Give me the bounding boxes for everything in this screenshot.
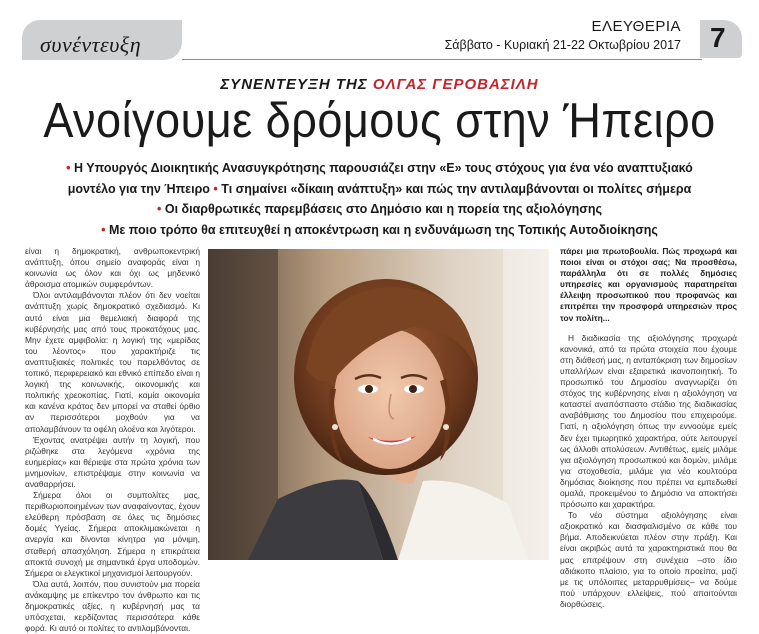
- header-rule: [182, 59, 702, 60]
- paragraph: Έχοντας ανατρέψει αυτήν τη λογική, που ριζώθηκε στα λεγόμενα «χρόνια της ευημερίας» και θέριεψε στα πρώτα χρόνια των μνημονίων, επιστρέψαμε στην κοινωνία να αναθαρρήσει.: [25, 434, 200, 489]
- newspaper-name: ΕΛΕΥΘΕΡΙΑ: [591, 18, 681, 35]
- kicker-name: ΟΛΓΑΣ ΓΕΡΟΒΑΣΙΛΗ: [372, 76, 539, 93]
- headline: Ανοίγουμε δρόμους στην Ήπειρο: [43, 94, 716, 148]
- paragraph: Η διαδικασία της αξιολόγησης προχωρά κανονικά, από τα πρώτα στοιχεία που έχουμε στη διάθεσή μας, η ανταπόκριση των δημοσίων υπαλλήλων είναι εξαιρετικά ικανοποιητική. Το προσωπικό του Δημοσίου αναγνωρίζει ότι στόχος της κυβέρνησης είναι η αξιολόγηση να καταστεί αναπόσπαστο στάδιο της διαδικασίας αναβάθμισης του Δημοσίου που επιχειρούμε. Γιατί, η αξιολόγηση όπως την εννοούμε εμείς δεν έχει τιμωρητικό χαρακτήρα, ούτε λειτουργεί ως άλλοθι απολύσεων. Αντιθέτως, εμείς μιλάμε για αξιολόγηση προσωπικού και δομών, μιλάμε για στοχοθεσία, μιλάμε για νέο κουλτούρα δημόσιας διοίκησης που πρέπει να εμπεδωθεί ομαλά, προκειμένου το Δημόσιο να αποκτήσει πρόσωπο και χαρακτήρα.: [560, 332, 737, 510]
- question-paragraph: πάρει μια πρωτοβουλία. Πώς προχωρά και ποιοι είναι οι στόχοι σας; Να προσθέσω, παράλληλα ότι σε πολλές δημόσιες υπηρεσίες και οργανισμούς παρατηρείται έλλειψη προσωπικού που προφανώς και επιτρέπει την προσφορά υπηρεσιών προς τον πολίτη...: [560, 246, 737, 323]
- issue-date: Σάββατο - Κυριακή 21-22 Οκτωβρίου 2017: [444, 38, 681, 52]
- subhead-line: • Οι διαρθρωτικές παρεμβάσεις στο Δημόσιο και η πορεία της αξιολόγησης: [157, 202, 602, 216]
- page-number-box: [700, 20, 742, 58]
- bullet: •: [66, 161, 71, 175]
- paragraph: Όλοι αντιλαμβάνονται πλέον ότι δεν νοείται ανάπτυξη χωρίς δημοκρατικό σχεδιασμό. Κι αυτό είναι μια θεμελιακή διαφορά της κυβέρνησής μας από τους προκατόχους μας. Μην έχετε αμφιβολία: η λογική της «μερίδας του λέοντος» που χαρακτήριζε τις αναπτυξιακές πολιτικές του παρελθόντος σε τοπικό, περιφερειακό και εθνικό επίπεδο είναι η λογική της κοινωνικής, οικονομικής και πολιτικής χρεοκοπίας. Γιατί, καμία οικονομία και κανένα κράτος δεν μπορεί να σταθεί όρθιο αν περισσότεροι μοχθούν για να απολαμβάνουν τα οφέλη ολοένα και λιγότεροι.: [25, 290, 200, 434]
- paragraph: είναι η δημοκρατική, ανθρωποκεντρική ανάπτυξη, όπου σημείο αναφοράς είναι η κοινωνία ως όλον και όχι ως μηδενικό άθροισμα ατομικών συμφερόντων.: [25, 246, 200, 290]
- page-number: 7: [710, 22, 726, 53]
- paragraph: Σήμερα όλοι οι συμπολίτες μας, περιθωριοποιημένων των αναφαίνοντας, έχουν ελεύθερη πρόσβαση σε όλες τις δημόσιες δομές Υγείας. Σήμερα αποκλιμακώνεται η ανεργία και δίνονται κίνητρα για μόνιμη, σταθερή απασχόληση. Σήμερα η επικράτεια αποκτά συνοχή με σημαντικά έργα υποδομών. Σήμερα οι ελεγκτικοί μηχανισμοί λειτουργούν.: [25, 490, 200, 578]
- paragraph: Όλα αυτά, λοιπόν, που συνιστούν μια πορεία ανάκαμψης με επίκεντρο τον άνθρωπο και τις δημοκρατικές αξίες, η κυβέρνησή μας τα υπόσχεται, κερδίζοντας περισσότερα κάθε φορά. Κι αυτό οι πολίτες το αντιλαμβάνονται.: [25, 578, 200, 634]
- section-label: συνέντευξη: [40, 32, 142, 57]
- left-column: [25, 246, 200, 634]
- subhead-line: μοντέλο για την Ήπειρο • Τι σημαίνει «δίκαιη ανάπτυξη» και πώς την αντιλαμβάνονται οι πολίτες σήμερα: [67, 181, 692, 196]
- bullet: •: [213, 181, 218, 196]
- subhead-line: • Με ποιο τρόπο θα επιτευχθεί η αποκέντρωση και η ενδυνάμωση της Τοπικής Αυτοδιοίκησης: [101, 222, 658, 237]
- kicker-prefix: ΣΥΝΕΝΤΕΥΞΗ ΤΗΣ: [220, 76, 368, 93]
- bullet: •: [157, 202, 162, 216]
- portrait-illustration: [208, 249, 549, 560]
- subheads: [30, 158, 729, 240]
- right-column: [560, 246, 737, 610]
- section-tab: [22, 20, 182, 60]
- portrait-photo: [208, 249, 549, 560]
- bullet: •: [101, 222, 106, 237]
- subhead-line: • Η Υπουργός Διοικητικής Ανασυγκρότησης παρουσιάζει στην «Ε» τους στόχους για ένα νέο αναπτυξιακό: [66, 161, 693, 175]
- paragraph: Το νέο σύστημα αξιολόγησης είναι αξιοκρατικό και διασφαλισμένο σε κάθε του βήμα. Αποδεικνύεται πλέον στην πράξη. Και είναι ακριβώς αυτά τα χαρακτηριστικά που θα μας επιτρέψουν στη συνέχεια –στο ίδιο αδιάκοπο πλαίσιο, για το οποίο προείπα, μαζί με τις υπόλοιπες μεταρρυθμίσεις– να δούμε πού υπάρχουν ελλείψεις, πού απαιτούνται διορθώσεις.: [560, 510, 737, 609]
- interview-kicker: [0, 76, 759, 93]
